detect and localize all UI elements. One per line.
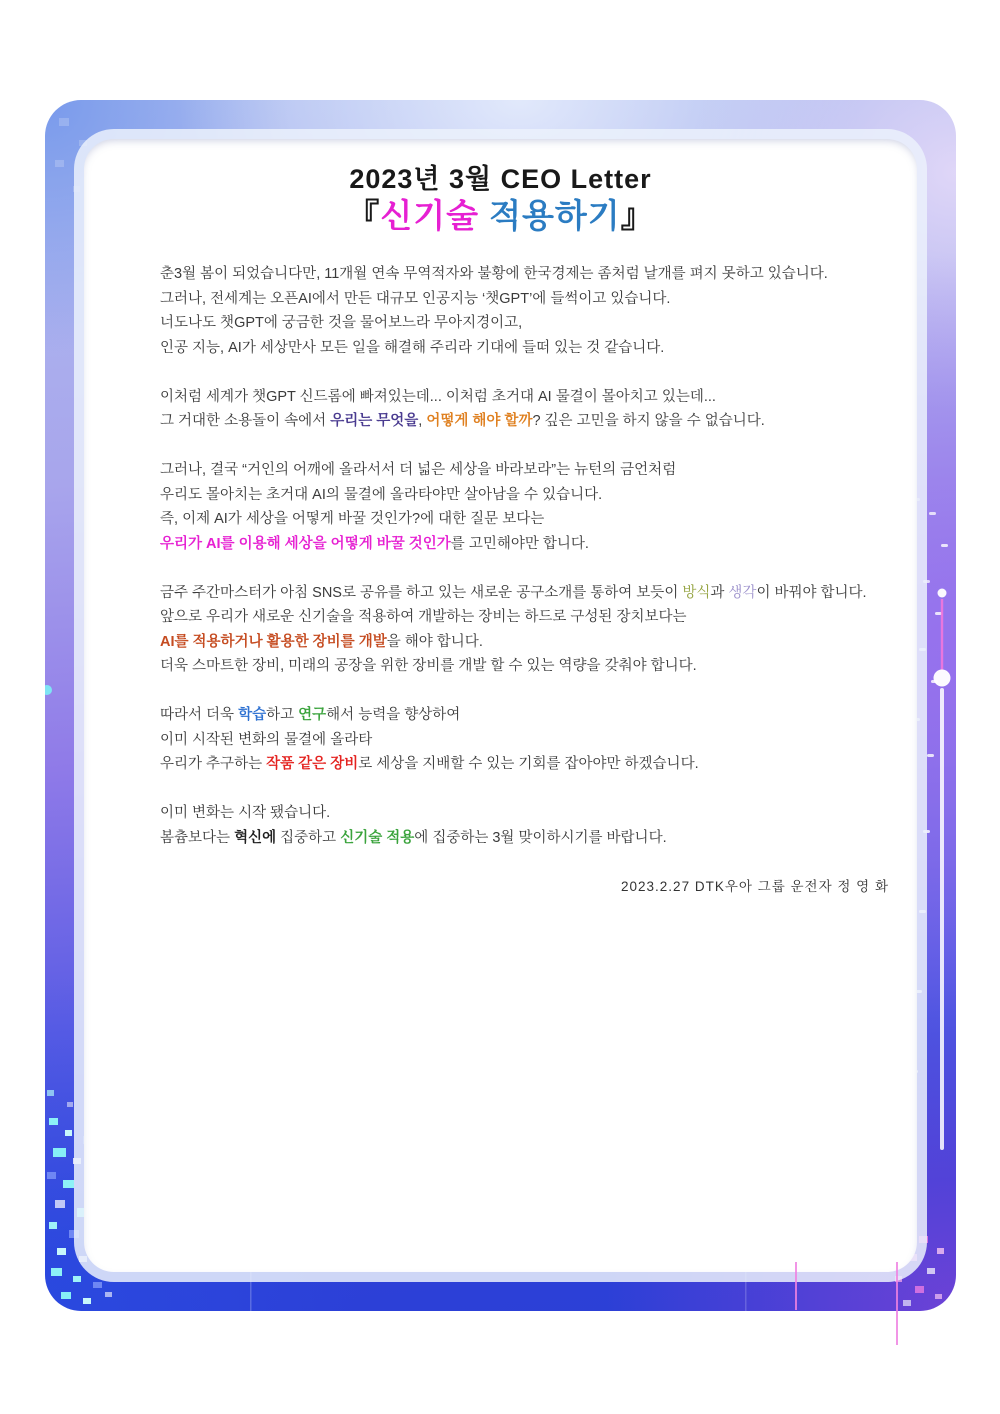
letter-paragraph <box>160 458 877 556</box>
letter-line <box>160 409 877 434</box>
signature-line: 2023.2.27 DTK우아 그룹 운전자 정 영 화 <box>621 878 889 894</box>
letter-line <box>160 458 877 483</box>
body-text: 이 바꿔야 합니다. <box>756 584 867 601</box>
body-text: 하고 <box>266 707 299 723</box>
body-text: 더욱 스마트한 장비, 미래의 공장을 위한 장비를 개발 할 수 있는 역량을 갖춰야 합니다. <box>160 658 697 674</box>
letter-line <box>160 287 877 312</box>
emphasis-text: 학습 <box>238 707 267 723</box>
body-text: , <box>418 413 427 429</box>
body-text: 봄츔보다는 <box>160 829 235 846</box>
emphasis-text: 신기술 <box>380 197 479 234</box>
body-text: 로 세상을 지배할 수 있는 기회를 잡아야만 하겠습니다. <box>358 756 699 772</box>
emphasis-text: 신기술 적용 <box>340 829 415 846</box>
emphasis-text: 연구 <box>298 707 327 723</box>
body-text: 그러나, 전세계는 오픈AI에서 만든 대규모 인공지능 ‘챗GPT’에 들썩이고 있습니다. <box>160 290 671 307</box>
circuit-trace <box>934 589 951 1151</box>
corner-texture <box>55 118 87 192</box>
letter-line <box>160 262 877 287</box>
letter-line <box>160 826 877 851</box>
letter-line <box>160 703 877 728</box>
body-text: 해서 능력을 향상하여 <box>326 707 461 723</box>
letter-line <box>160 483 877 508</box>
emphasis-text: 』 <box>620 197 655 234</box>
body-text: 을 해야 합니다. <box>386 633 483 650</box>
letter-paragraph <box>160 801 877 850</box>
body-text: 우리도 몰아치는 초거대 AI의 물결에 올라타야만 살아남을 수 있습니다. <box>160 486 603 503</box>
body-text: 를 고민해야만 합니다. <box>450 535 589 552</box>
body-text: 과 <box>710 584 729 601</box>
emphasis-text: AI를 적용하거나 활용한 장비를 개발 <box>160 633 387 650</box>
letter-line <box>160 507 877 532</box>
body-text: 그러나, 결국 “거인의 어깨에 올라서서 더 넓은 세상을 바라보라”는 뉴턴의 금언처럼 <box>160 462 677 478</box>
letter-paragraph <box>160 262 877 360</box>
emphasis-text: 『 <box>346 197 381 234</box>
letter-paragraph <box>160 385 877 434</box>
body-text: 집중하고 <box>276 829 341 846</box>
letter-card <box>84 139 917 1272</box>
emphasis-text: 방식 <box>682 584 711 601</box>
body-text: ? 깊은 고민을 하지 않을 수 없습니다. <box>532 413 765 429</box>
document-title: 2023년 3월 CEO Letter <box>349 164 652 194</box>
body-text: 앞으로 우리가 새로운 신기술을 적용하여 개발하는 장비는 하드로 구성된 장치보다는 <box>160 609 687 625</box>
letter-paragraph <box>160 581 877 679</box>
pink-accent-line <box>795 1262 797 1310</box>
body-text: 금주 주간마스터가 아침 SNS로 공유를 하고 있는 새로운 공구소개를 통하여 보듯이 <box>160 584 683 601</box>
body-text: 따라서 더욱 <box>160 707 239 723</box>
body-text: 이처럼 세계가 챗GPT 신드롬에 빠져있는데... 이처럼 초거대 AI 물결이 몰아치고 있는데... <box>160 388 716 405</box>
emphasis-text: 적용하기 <box>478 197 621 234</box>
emphasis-text: 생각 <box>728 584 757 601</box>
body-text: 춘3월 봄이 되었습니다만, 11개월 연속 무역적자와 불황에 한국경제는 좀처럼 날개를 펴지 못하고 있습니다. <box>160 266 828 282</box>
letter-line <box>160 630 877 655</box>
letter-line <box>160 532 877 557</box>
document-subtitle <box>84 196 917 236</box>
letter-line <box>160 336 877 361</box>
letter-line <box>160 752 877 777</box>
letter-line <box>160 311 877 336</box>
cyan-dot <box>45 685 52 695</box>
body-text: 에 집중하는 3월 맞이하시기를 바랍니다. <box>414 829 667 846</box>
body-text: 이미 시작된 변화의 물결에 올라타 <box>160 731 373 748</box>
letter-line <box>160 605 877 630</box>
body-text: 즉, 이제 AI가 세상을 어떻게 바꿀 것인가?에 대한 질문 보다는 <box>160 511 545 527</box>
letter-line <box>160 385 877 410</box>
letter-line <box>160 801 877 826</box>
letter-line <box>160 728 877 753</box>
body-text: 인공 지능, AI가 세상만사 모든 일을 해결해 주리라 기대에 들떠 있는 것 같습니다. <box>160 339 665 356</box>
body-text: 이미 변화는 시작 됐습니다. <box>160 805 331 821</box>
pink-accent-line <box>896 1262 898 1345</box>
emphasis-text: 어떻게 해야 할까 <box>426 413 533 429</box>
letter-line <box>160 581 877 606</box>
body-text: 너도나도 챗GPT에 궁금한 것을 물어보느라 무아지경이고, <box>160 315 523 331</box>
body-text: 그 거대한 소용돌이 속에서 <box>160 413 331 429</box>
emphasis-text: 우리가 AI를 이용해 세상을 어떻게 바꿀 것인가 <box>160 535 451 552</box>
letter-line <box>160 654 877 679</box>
letter-body <box>84 262 917 850</box>
letter-paragraph <box>160 703 877 777</box>
decorative-border-frame <box>45 100 956 1311</box>
emphasis-text: 혁신에 <box>234 829 277 846</box>
body-text: 우리가 추구하는 <box>160 756 267 772</box>
emphasis-text: 작품 같은 장비 <box>266 756 359 772</box>
emphasis-text: 우리는 무엇을 <box>330 413 419 429</box>
